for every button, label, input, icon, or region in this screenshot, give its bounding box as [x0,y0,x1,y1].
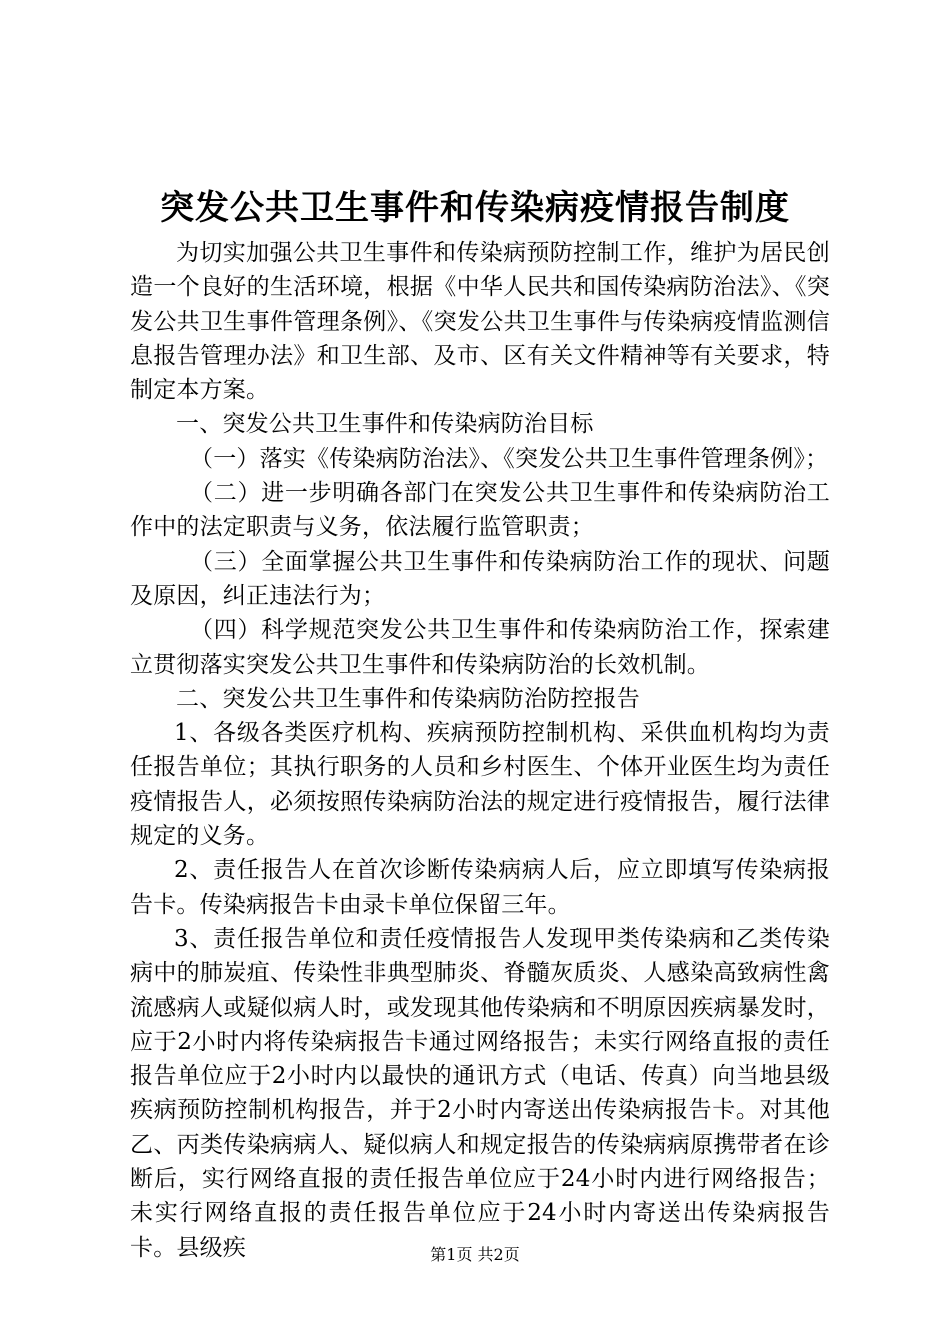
list-item: （一）落实《传染病防治法》、《突发公共卫生事件管理条例》； [190,445,829,472]
list-item: （三）全面掌握公共卫生事件和传染病防治工作的现状、问题及原因，纠正违法行为； [130,548,830,609]
numbered-paragraph: 3、责任报告单位和责任疫情报告人发现甲类传染病和乙类传染病中的肺炭疽、传染性非典型肺炎、脊髓灰质炎、人感染高致病性禽流感病人或疑似病人时，或发现其他传染病和不明原因疾病暴发时，应于2小时内将传染病报告卡通过网络报告；未实行网络直报的责任报告单位应于2小时内以最快的通讯方式（电话、传真）向当地县级疾病预防控制机构报告，并于2小时内寄送出传染病报告卡。对其他乙、丙类传染病病人、疑似病人和规定报告的传染病病原携带者在诊断后，实行网络直报的责任报告单位应于24小时内进行网络报告；未实行网络直报的责任报告单位应于24小时内寄送出传染病报告卡。县级疾 [130,925,830,1261]
paragraph-intro: 为切实加强公共卫生事件和传染病预防控制工作，维护为居民创造一个良好的生活环境，根据《中华人民共和国传染病防治法》、《突发公共卫生事件管理条例》、《突发公共卫生事件与传染病疫情监测信息报告管理办法》和卫生部、及市、区有关文件精神等有关要求，特制定本方案。 [130,240,830,404]
document-title: 突发公共卫生事件和传染病疫情报告制度 [160,188,790,228]
numbered-paragraph: 2、责任报告人在首次诊断传染病病人后，应立即填写传染病报告卡。传染病报告卡由录卡单位保留三年。 [130,857,830,918]
list-item: （二）进一步明确各部门在突发公共卫生事件和传染病防治工作中的法定职责与义务，依法履行监管职责； [130,480,830,541]
section-heading-1: 一、突发公共卫生事件和传染病防治目标 [176,411,594,438]
document-body [130,236,830,1265]
list-item: （四）科学规范突发公共卫生事件和传染病防治工作，探索建立贯彻落实突发公共卫生事件和传染病防治的长效机制。 [130,617,830,678]
section-heading-2: 二、突发公共卫生事件和传染病防治防控报告 [176,685,640,712]
page-number-footer: 第1页 共2页 [430,1245,520,1264]
numbered-paragraph: 1、各级各类医疗机构、疾病预防控制机构、采供血机构均为责任报告单位；其执行职务的人员和乡村医生、个体开业医生均为责任疫情报告人，必须按照传染病防治法的规定进行疫情报告，履行法律规定的义务。 [130,720,830,850]
